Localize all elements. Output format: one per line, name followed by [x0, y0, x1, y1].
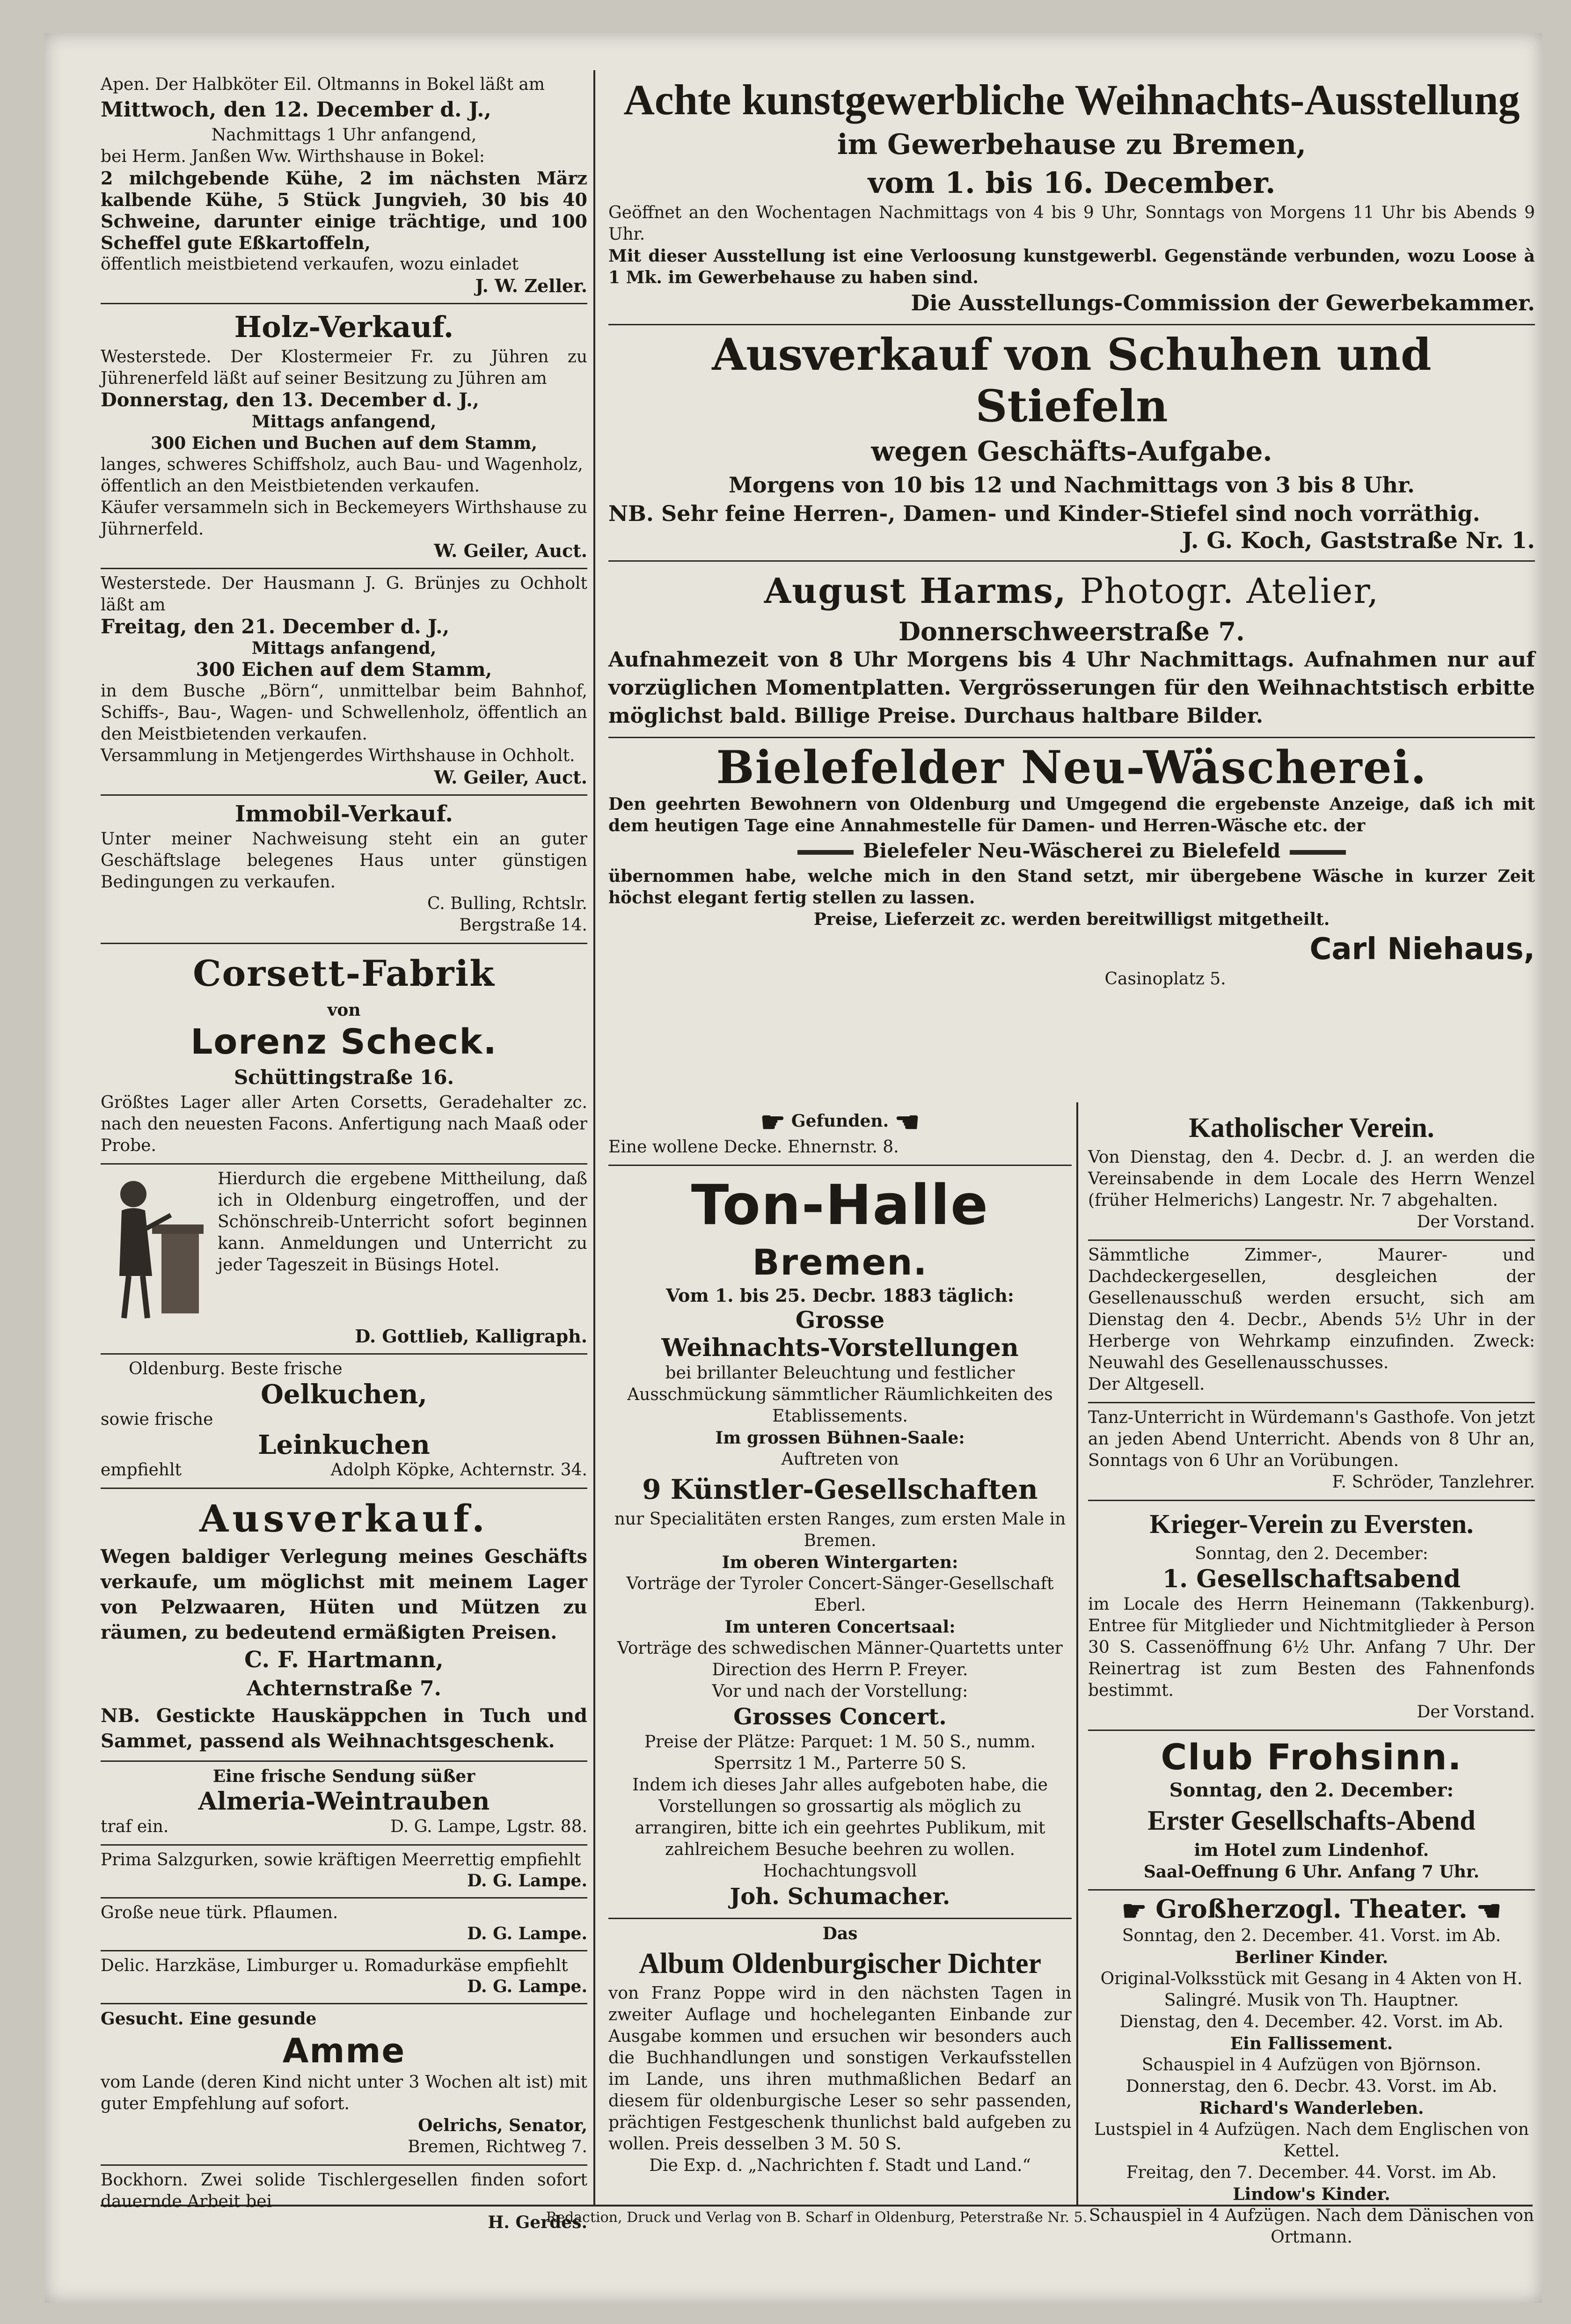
banner-bar-left: [797, 850, 854, 855]
tonhalle-quartett: Vorträge des schwedischen Männer-Quartetts unter Direction des Herrn P. Freyer.: [617, 1639, 1063, 1679]
tonhalle-dates: Vom 1. bis 25. Decbr. 1883 täglich:: [666, 1285, 1014, 1306]
immobil-address: Bergstraße 14.: [459, 916, 587, 935]
imprint-footer: Redaction, Druck und Verlag von B. Scharf in Oldenburg, Peterstraße Nr. 5.: [546, 2209, 1088, 2226]
theater-entry-date: Donnerstag, den 6. Decbr. 43. Vorst. im Ab.: [1125, 2076, 1498, 2096]
auction-date: Mittwoch, den 12. December d. J.,: [101, 98, 491, 122]
album-das: Das: [822, 1924, 858, 1943]
club-date: Sonntag, den 2. December:: [1169, 1779, 1454, 1801]
album-signature: Die Exp. d. „Nachrichten f. Stadt und Land.“: [649, 2156, 1031, 2175]
tonhalle-auftreten: Auftreten von: [781, 1450, 899, 1469]
ausstellung-lottery: Mit dieser Ausstellung ist eine Verloosung kunstgewerbl. Gegenstände verbunden, wozu Loose à 1 Mk. im Gewerbehause zu haben sind.: [608, 246, 1535, 287]
salzgurken-text: Prima Salzgurken, sowie kräftigen Meerrettig empfiehlt: [101, 1850, 581, 1869]
oelkuchen-empfiehlt: empfiehlt: [101, 1460, 182, 1480]
ochholt-date: Freitag, den 21. December d. J.,: [101, 615, 450, 638]
tonhalle-saal2: Im oberen Wintergarten:: [722, 1553, 958, 1572]
tonhalle-grosse: Grosse: [795, 1306, 885, 1334]
ochholt-meeting: Versammlung in Metjengerdes Wirthshause in Ochholt.: [101, 746, 575, 765]
ad-oelkuchen: [101, 1355, 587, 1489]
theater-entry-date: Sonntag, den 2. December. 41. Vorst. im Ab.: [1122, 1926, 1501, 1945]
oelkuchen-line1: Oldenburg. Beste frische: [129, 1359, 343, 1378]
corsett-name: Lorenz Scheck.: [190, 1022, 497, 1062]
zimmer-text: Sämmtliche Zimmer-, Maurer- und Dachdeckergesellen, desgleichen der Gesellenausschuß werden ersucht, sich am Dienstag den 4. Decbr., Abends 5½ Uhr in der Herberge von Wehrkamp einzufinden. Zweck: Neuwahl des Gesellenausschusses.: [1088, 1246, 1535, 1372]
pointing-hand-left-icon: ☚: [1476, 1894, 1502, 1928]
schuhe-signature: J. G. Koch, Gaststraße Nr. 1.: [1182, 528, 1535, 554]
tanz-text: Tanz-Unterricht in Würdemann's Gasthofe. Von jetzt an jeden Abend Unterricht. Abends von 8 Uhr an, Sonntags von 6 Uhr an Vorübungen.: [1088, 1408, 1535, 1470]
amme-title: Amme: [282, 2031, 406, 2070]
club-place: im Hotel zum Lindenhof.: [1194, 1840, 1429, 1860]
ad-auction-ochholt: [101, 569, 587, 796]
tonhalle-hochachtungsvoll: Hochachtungsvoll: [763, 1862, 917, 1881]
pointing-hand-icon: ☛: [760, 1106, 786, 1139]
theater-entry-play: Lindow's Kinder.: [1233, 2184, 1390, 2204]
harms-name: August Harms,: [764, 571, 1067, 611]
katholisch-title: Katholischer Verein.: [1189, 1112, 1434, 1143]
waescherei-address: Casinoplatz 5.: [1104, 969, 1226, 989]
theater-entry-play: Richard's Wanderleben.: [1199, 2098, 1424, 2118]
immobil-title: Immobil-Verkauf.: [234, 801, 453, 827]
harms-street: Donnerschweerstraße 7.: [899, 616, 1245, 646]
theater-title: Großherzogl. Theater.: [1155, 1894, 1468, 1924]
corsett-title: Corsett-Fabrik: [193, 953, 495, 994]
ochholt-desc: in dem Busche „Börn“, unmittelbar beim Bahnhof, Schiffs-, Bau-, Wagen- und Schwellenholz, öffentlich an den Meistbietenden verkaufen.: [101, 682, 587, 744]
auction-time: Nachmittags 1 Uhr anfangend,: [211, 125, 477, 145]
ausverkauf-name: C. F. Hartmann,: [244, 1647, 444, 1673]
amme-line: Gesucht. Eine gesunde: [101, 2009, 317, 2029]
gefunden-text: Eine wollene Decke. Ehnernstr. 8.: [608, 1137, 899, 1157]
holz-intro: Westerstede. Der Klostermeier Fr. zu Jühren zu Jührenerfeld läßt auf seiner Besitzung zu Jühren am: [101, 347, 587, 388]
theater-title-line: [1088, 1894, 1535, 1928]
tonhalle-vor-nach: Vor und nach der Vorstellung:: [712, 1682, 968, 1701]
ad-corsett: [101, 944, 587, 1165]
ad-club-frohsinn: [1088, 1731, 1535, 1891]
tonhalle-city: Bremen.: [752, 1241, 928, 1283]
theater-entry: [1088, 2076, 1535, 2162]
tonhalle-vorstellungen: Weihnachts-Vorstellungen: [661, 1334, 1019, 1362]
oelkuchen-footer: [101, 1459, 587, 1481]
tonhalle-desc: bei brillanter Beleuchtung und festlicher Ausschmückung sämmtlicher Räumlichkeiten des Etablissements.: [627, 1364, 1053, 1426]
auction-place: bei Herm. Janßen Ww. Wirthshause in Bokel:: [101, 147, 485, 166]
theater-entry-desc: Original-Volksstück mit Gesang in 4 Akten von H. Salingré. Musik von Th. Hauptner.: [1100, 1969, 1523, 2010]
amme-name: Oelrichs, Senator,: [418, 2116, 587, 2135]
ad-immobil: [101, 796, 587, 944]
amme-text: vom Lande (deren Kind nicht unter 3 Wochen alt ist) mit guter Empfehlung auf sofort.: [101, 2073, 587, 2113]
waescherei-banner-text: Bielefeler Neu-Wäscherei zu Bielefeld: [862, 839, 1281, 862]
amme-address: Bremen, Richtweg 7.: [408, 2137, 587, 2156]
ad-album: [608, 1919, 1072, 2183]
schuhe-title: Ausverkauf von Schuhen und Stiefeln: [712, 329, 1432, 432]
ausverkauf-text: Wegen baldiger Verlegung meines Geschäfts verkaufe, um möglichst mit meinem Lager von Pelzwaaren, Hüten und Mützen zu räumen, zu bedeutend ermäßigten Preisen.: [101, 1546, 587, 1643]
ausstellung-hours: Geöffnet an den Wochentagen Nachmittags von 4 bis 9 Uhr, Sonntags von Morgens 11 Uhr bis Abends 9 Uhr.: [608, 203, 1535, 244]
ausstellung-dates: vom 1. bis 16. December.: [868, 166, 1276, 200]
corsett-von: von: [327, 1000, 361, 1020]
ausverkauf-nb: NB. Gestickte Hauskäppchen in Tuch und Sammet, passend als Weihnachtsgeschenk.: [101, 1705, 587, 1752]
katholisch-text: Von Dienstag, den 4. Decbr. d. J. an werden die Vereinsabende in dem Locale des Herrn Wenzel (früher Helmerichs) Langestr. Nr. 7 abgehalten.: [1088, 1148, 1535, 1210]
club-time: Saal-Oeffnung 6 Uhr. Anfang 7 Uhr.: [1143, 1862, 1480, 1882]
ad-almeria: [101, 1762, 587, 1846]
ad-auction-apen: [101, 70, 587, 304]
theater-entry: [1088, 2162, 1535, 2248]
theater-entry-desc: Lustspiel in 4 Aufzügen. Nach dem Englischen von Kettel.: [1094, 2119, 1529, 2161]
ad-harms: [608, 562, 1535, 738]
right-lower-right-column: [1088, 1105, 1535, 2255]
auction-closing: öffentlich meistbietend verkaufen, wozu einladet: [101, 255, 519, 274]
tonhalle-tyroler: Vorträge der Tyroler Concert-Sänger-Gesellschaft Eberl.: [626, 1574, 1054, 1615]
tonhalle-signature: Joh. Schumacher.: [730, 1884, 950, 1910]
ad-waescherei: [608, 738, 1535, 997]
almeria-line: Eine frische Sendung süßer: [212, 1767, 475, 1786]
krieger-text: im Locale des Herrn Heinemann (Takkenburg). Entree für Mitglieder und Nichtmitglieder à Person 30 S. Cassenöffnung 6½ Uhr. Anfang 7 Uhr. Der Reinertrag ist zum Besten des Fahnenfonds bestimmt.: [1088, 1595, 1535, 1700]
waescherei-text3: Preise, Lieferzeit zc. werden bereitwilligst mitgetheilt.: [813, 909, 1330, 929]
waescherei-text2: übernommen habe, welche mich in den Stand setzt, mir übergebene Wäsche in kurzer Zeit höchst elegant fertig stellen zu lassen.: [608, 866, 1535, 908]
ochholt-items: 300 Eichen auf dem Stamm,: [196, 659, 492, 681]
holz-desc: langes, schweres Schiffsholz, auch Bau- und Wagenholz,: [101, 455, 583, 474]
krieger-date: Sonntag, den 2. December:: [1195, 1544, 1428, 1563]
ausstellung-title: Achte kunstgewerbliche Weihnachts-Ausstellung: [623, 76, 1520, 124]
schuhe-nb: NB. Sehr feine Herren-, Damen- und Kinder-Stiefel sind noch vorräthig.: [608, 501, 1480, 526]
gottlieb-text: Hierdurch die ergebene Mittheilung, daß ich in Oldenburg eingetroffen, und der Schönschreib-Unterricht sofort beginnen kann. Anmeldungen und Unterricht zu jeder Tageszeit in Büsings Hotel.: [218, 1169, 587, 1275]
ochholt-intro: Westerstede. Der Hausmann J. G. Brünjes zu Ochholt läßt am: [101, 574, 587, 615]
ad-holz-verkauf: [101, 304, 587, 569]
ad-amme: [101, 2004, 587, 2166]
holz-time: Mittags anfangend,: [251, 412, 437, 432]
oelkuchen-line2: sowie frische: [101, 1410, 213, 1429]
auction-items: 2 milchgebende Kühe, 2 im nächsten März kalbende Kühe, 5 Stück Jungvieh, 30 bis 40 Schweine, darunter einige trächtige, und 100 Scheffel gute Eßkartoffeln,: [101, 168, 587, 253]
club-title: Club Frohsinn.: [1161, 1736, 1462, 1778]
ad-salzgurken: [101, 1846, 587, 1899]
ausstellung-subtitle: im Gewerbehause zu Bremen,: [837, 128, 1307, 161]
waescherei-text1: Den geehrten Bewohnern von Oldenburg und Umgegend die ergebenste Anzeige, daß ich mit dem heutigen Tage eine Annahmestelle für Damen- und Herren-Wäsche etc. der: [608, 794, 1535, 836]
ausverkauf-title: Ausverkauf.: [199, 1496, 489, 1540]
corsett-text: Größtes Lager aller Arten Corsetts, Geradehalter zc. nach den neuesten Facons. Anfertigung nach Maaß oder Probe.: [101, 1093, 587, 1155]
holz-items: 300 Eichen und Buchen auf dem Stamm,: [151, 433, 537, 453]
left-column: [101, 70, 587, 2239]
harzkaese-text: Delic. Harzkäse, Limburger u. Romadurkäse empfiehlt: [101, 1956, 568, 1975]
immobil-text: Unter meiner Nachweisung steht ein an guter Geschäftslage belegenes Haus unter günstigen Bedingungen zu verkaufen.: [101, 829, 587, 892]
katholisch-signature: Der Vorstand.: [1417, 1212, 1535, 1232]
waescherei-name: Carl Niehaus,: [1309, 932, 1535, 967]
harms-title: [608, 565, 1535, 617]
gefunden-title: Gefunden.: [791, 1111, 889, 1131]
gefunden-title-line: [608, 1106, 1072, 1139]
harzkaese-signature: D. G. Lampe.: [467, 1977, 587, 1996]
banner-bar-right: [1290, 850, 1346, 855]
tonhalle-closing: Indem ich dieses Jahr alles aufgeboten habe, die Vorstellungen so grossartig als möglich zu arrangiren, bitte ich ein geehrtes Publikum, mit zahlreichem Besuche beehren zu wollen.: [632, 1775, 1048, 1859]
zimmer-signature: Der Altgesell.: [1088, 1375, 1205, 1394]
ad-harzkaese: [101, 1951, 587, 2004]
holz-signature: W. Geiler, Auct.: [434, 540, 587, 561]
almeria-arrived: traf ein.: [101, 1817, 169, 1836]
harms-atelier: Photogr. Atelier,: [1080, 571, 1380, 611]
almeria-seller: D. G. Lampe, Lgstr. 88.: [390, 1817, 587, 1836]
album-title: Album Oldenburgischer Dichter: [639, 1948, 1041, 1979]
auction-signature: J. W. Zeller.: [475, 275, 587, 296]
ad-zimmer: [1088, 1241, 1535, 1403]
pointing-hand-icon: ☛: [1121, 1894, 1147, 1928]
tonhalle-saal1: Im grossen Bühnen-Saale:: [715, 1428, 965, 1448]
ad-schuhe: [608, 325, 1535, 562]
corsett-street: Schüttingstraße 16.: [234, 1066, 454, 1089]
ad-pflaumen: [101, 1899, 587, 1951]
right-top-section: [608, 70, 1535, 997]
oelkuchen-title1: Oelkuchen,: [261, 1379, 427, 1410]
pflaumen-text: Große neue türk. Pflaumen.: [101, 1903, 338, 1922]
schuhe-subtitle: wegen Geschäfts-Aufgabe.: [871, 435, 1272, 467]
pflaumen-signature: D. G. Lampe.: [467, 1924, 587, 1943]
krieger-signature: Der Vorstand.: [1417, 1702, 1535, 1722]
ausstellung-signature: Die Ausstellungs-Commission der Gewerbekammer.: [911, 290, 1535, 315]
holz-title: Holz-Verkauf.: [234, 310, 454, 344]
tonhalle-saal3: Im unteren Concertsaal:: [724, 1617, 956, 1637]
almeria-title: Almeria-Weintrauben: [198, 1787, 490, 1816]
tonhalle-preise: Preise der Plätze: Parquet: 1 M. 50 S., numm. Sperrsitz 1 M., Parterre 50 S.: [644, 1732, 1036, 1773]
holz-meeting: Käufer versammeln sich in Beckemeyers Wirthshause zu Jührnerfeld.: [101, 498, 587, 539]
calligrapher-illustration: [101, 1168, 208, 1323]
holz-sale: öffentlich an den Meistbietenden verkaufen.: [101, 477, 480, 496]
club-event: Erster Gesellschafts-Abend: [1147, 1805, 1476, 1836]
gottlieb-signature: D. Gottlieb, Kalligraph.: [355, 1326, 587, 1347]
tanz-signature: F. Schröder, Tanzlehrer.: [1332, 1473, 1535, 1492]
waescherei-banner: [608, 836, 1535, 865]
theater-entry-date: Freitag, den 7. December. 44. Vorst. im Ab.: [1126, 2163, 1497, 2182]
almeria-footer: [101, 1816, 587, 1838]
theater-entry-play: Ein Fallissement.: [1230, 2033, 1393, 2053]
ad-bockhorn: [101, 2166, 587, 2239]
oelkuchen-seller: Adolph Köpke, Achternstr. 34.: [330, 1460, 587, 1480]
tonhalle-concert: Grosses Concert.: [733, 1704, 947, 1730]
ochholt-time: Mittags anfangend,: [251, 638, 437, 658]
harms-text: Aufnahmezeit von 8 Uhr Morgens bis 4 Uhr Nachmittags. Aufnahmen nur auf vorzüglichen Momentplatten. Vergrösserungen für den Weihnachtstisch erbitte möglichst bald. Billige Preise. Durchaus haltbare Bilder.: [608, 648, 1535, 728]
schuhe-hours: Morgens von 10 bis 12 und Nachmittags von 3 bis 8 Uhr.: [728, 472, 1415, 498]
column-rule-right: [1076, 1102, 1078, 2205]
right-lower-left-column: [608, 1105, 1072, 2183]
bockhorn-text: Bockhorn. Zwei solide Tischlergesellen finden sofort dauernde Arbeit bei: [101, 2170, 587, 2211]
column-rule-left: [593, 70, 595, 2205]
ochholt-signature: W. Geiler, Auct.: [434, 767, 587, 788]
ad-katholisch: [1088, 1105, 1535, 1241]
oelkuchen-title2: Leinkuchen: [258, 1430, 430, 1460]
ad-tanz: [1088, 1403, 1535, 1501]
theater-entry-play: Berliner Kinder.: [1235, 1947, 1388, 1967]
ad-gottlieb: [101, 1165, 587, 1355]
krieger-event: 1. Gesellschaftsabend: [1162, 1565, 1461, 1593]
ad-ausverkauf-hartmann: [101, 1489, 587, 1762]
tonhalle-title: Ton-Halle: [691, 1173, 989, 1237]
tonhalle-spec: nur Specialitäten ersten Ranges, zum ersten Male in Bremen.: [614, 1510, 1066, 1550]
theater-entry-date: Dienstag, den 4. December. 42. Vorst. im Ab.: [1119, 2012, 1504, 2031]
ad-tonhalle: [608, 1166, 1072, 1919]
ad-ausstellung: [608, 70, 1535, 325]
pointing-hand-left-icon: ☚: [894, 1106, 920, 1139]
theater-entry-desc: Schauspiel in 4 Aufzügen von Björnson.: [1141, 2055, 1482, 2075]
auction-intro: Apen. Der Halbköter Eil. Oltmanns in Bokel läßt am: [101, 75, 545, 94]
krieger-title: Krieger-Verein zu Eversten.: [1149, 1509, 1474, 1539]
holz-date: Donnerstag, den 13. December d. J.,: [101, 389, 479, 411]
salzgurken-signature: D. G. Lampe.: [467, 1871, 587, 1891]
theater-entry: [1088, 1925, 1535, 2011]
bockhorn-signature: H. Gerdes.: [488, 2213, 587, 2232]
theater-entry-desc: Schauspiel in 4 Aufzügen. Nach dem Dänischen von Ortmann.: [1089, 2206, 1534, 2247]
waescherei-title: Bielefelder Neu-Wäscherei.: [716, 741, 1427, 794]
tonhalle-kuenstler: 9 Künstler-Gesellschaften: [642, 1474, 1038, 1505]
ad-krieger: [1088, 1501, 1535, 1731]
theater-entry: [1088, 2011, 1535, 2076]
ausverkauf-street: Achternstraße 7.: [247, 1677, 441, 1701]
ad-gefunden: [608, 1105, 1072, 1166]
ad-theater: [1088, 1891, 1535, 2255]
immobil-signature: C. Bulling, Rchtslr.: [427, 894, 587, 913]
album-text: von Franz Poppe wird in den nächsten Tagen in zweiter Auflage und hocheleganten Einbande zur Ausgabe kommen und ersuchen wir besonders auch die Buchhandlungen und sonstigen Verkaufsstellen im Lande, uns ihren muthmaßlichen Bedarf an diesem für oldenburgische Leser so sehr passenden, prächtigen Festgeschenk thunlichst bald aufgeben zu wollen. Preis desselben 3 M. 50 S.: [608, 1984, 1072, 2154]
